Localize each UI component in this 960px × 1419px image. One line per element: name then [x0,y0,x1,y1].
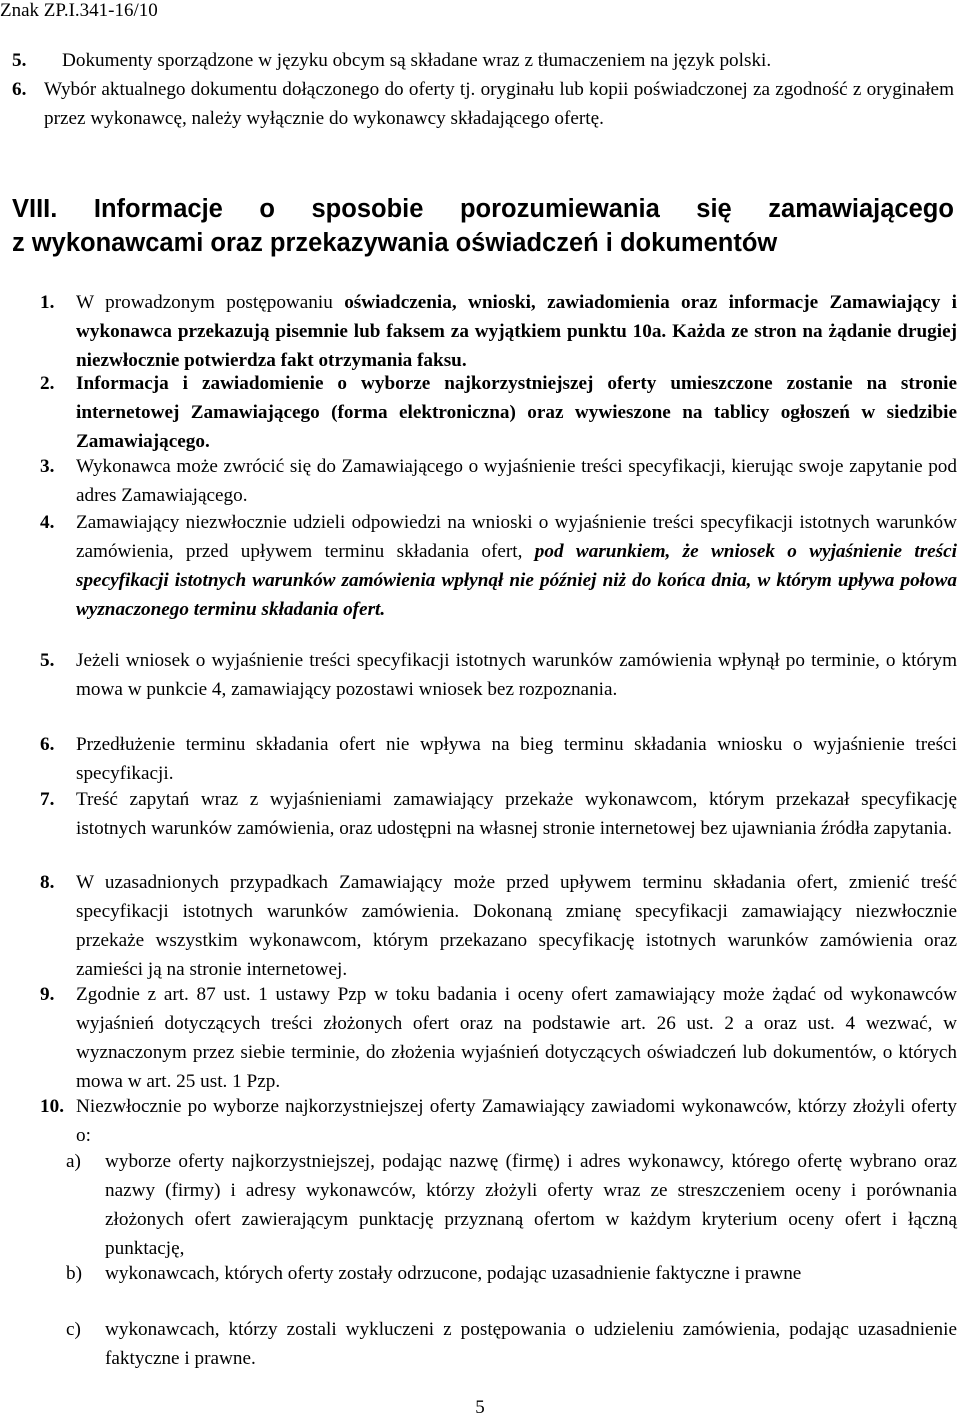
sub-item-text: wykonawcach, którzy zostali wykluczeni z postępowania o udzieleniu zamówienia, podając uzasadnienie faktyczne i prawne. [105,1319,957,1369]
list-item-number: 3. [40,456,55,477]
list-item-6 [12,75,954,133]
document-reference-mark: Znak ZP.I.341-16/10 [0,0,158,21]
list-item-number: 5. [40,650,55,671]
sub-item-text: wyborze oferty najkorzystniejszej, podając nazwę (firmę) i adres wykonawcy, którego ofertę wybrano oraz nazwy (firmy) i adresy wykonawców, którzy złożyli oferty wraz ze streszczeniem oceny i porównania złożonych ofert zawierającym punktację przyznaną ofertom w każdym kryterium oceny ofert i łączną punktację, [105,1151,957,1259]
list-item-number: 7. [40,789,55,810]
list-item-number: 1. [40,292,55,313]
list-item-5 [12,46,952,75]
list-item-7 [40,785,957,843]
list-item-10 [40,1092,957,1150]
sub-item-label: a) [66,1151,81,1172]
list-item-8 [40,868,957,984]
list-item-number: 2. [40,373,55,394]
sub-item-label: b) [66,1263,82,1284]
heading-word: się [696,195,732,223]
section-heading [12,192,954,260]
section-number: VIII. [12,195,58,223]
section-heading-line-2: z wykonawcami oraz przekazywania oświadczeń i dokumentów [12,229,778,257]
list-item-text [76,508,957,624]
list-item-number: 6. [40,734,55,755]
heading-word: o [259,195,275,223]
list-item-text: Przedłużenie terminu składania ofert nie wpływa na bieg terminu składania wniosku o wyjaśnienie treści specyfikacji. [76,734,957,784]
heading-word: zamawiającego [768,195,954,223]
heading-word: porozumiewania [459,195,660,223]
list-item-text: Wykonawca może zwrócić się do Zamawiającego o wyjaśnienie treści specyfikacji, kierując swoje zapytanie pod adres Zamawiającego. [76,456,957,506]
list-item-3 [40,452,957,510]
list-item-text: Jeżeli wniosek o wyjaśnienie treści specyfikacji istotnych warunków zamówienia wpłynął po terminie, o którym mowa w punkcie 4, zamawiający pozostawi wniosek bez rozpoznania. [76,650,957,700]
list-item-text: Niezwłocznie po wyborze najkorzystniejszej oferty Zamawiający zawiadomi wykonawców, którzy złożyli oferty o: [76,1096,957,1146]
list-item-1 [40,288,957,375]
list-item-text: Zgodnie z art. 87 ust. 1 ustawy Pzp w toku badania i oceny ofert zamawiający może żądać od wykonawców wyjaśnień dotyczących treści złożonych ofert oraz na podstawie art. 26 ust. 2 a oraz ust. 4 wezwać, w wyznaczonym przez siebie terminie, do złożenia wyjaśnień dotyczących oświadczeń lub dokumentów, o których mowa w art. 25 ust. 1 Pzp. [76,984,957,1092]
section-heading-line-1 [12,192,954,226]
sub-item-b [66,1259,957,1288]
list-item-text: W uzasadnionych przypadkach Zamawiający może przed upływem terminu składania ofert, zmienić treść specyfikacji istotnych warunków zamówienia. Dokonaną zmianę specyfikacji zamawiający niezwłocznie przekaże wszystkim wykonawcom, którym przekazano specyfikację istotnych warunków zamówienia oraz zamieści ją na stronie internetowej. [76,872,957,980]
list-item-emphasis-text: pod warunkiem, że wniosek o wyjaśnienie treści specyfikacji istotnych warunków zamówienia wpłynął nie później niż do końca dnia, w którym upływa połowa wyznaczonego terminu składania ofert. [76,541,957,620]
list-item-number: 4. [40,512,55,533]
list-item-6b [40,730,957,788]
heading-word: Informacje [93,195,223,223]
list-item-4 [40,508,957,624]
list-item-plain-text: Zamawiający niezwłocznie udzieli odpowiedzi na wnioski o wyjaśnienie treści specyfikacji istotnych warunków zamówienia, przed upływem terminu składania ofert, [76,512,957,562]
list-item-lead: W prowadzonym postępowaniu [76,292,345,313]
list-item-text: Treść zapytań wraz z wyjaśnieniami zamawiający przekaże wykonawcom, którym przekazał specyfikację istotnych warunków zamówienia, oraz udostępni na własnej stronie internetowej bez ujawniania źródła zapytania. [76,789,957,839]
list-item-number: 5. [12,50,27,71]
sub-item-a [66,1147,957,1263]
sub-item-c [66,1315,957,1373]
list-item-5b [40,646,957,704]
list-item-bold-text: oświadczenia, wnioski, zawiadomienia oraz informacje Zamawiający i wykonawca przekazują pisemnie lub faksem za wyjątkiem punktu 10a. Każda ze stron na żądanie drugiej niezwłocznie potwierdza fakt otrzymania faksu. [76,292,957,371]
page-number: 5 [475,1397,485,1418]
list-item-text: Wybór aktualnego dokumentu dołączonego do oferty tj. oryginału lub kopii poświadczonej za zgodność z oryginałem przez wykonawcę, należy wyłącznie do wykonawcy składającego ofertę. [44,79,954,129]
list-item-number: 10. [40,1096,64,1117]
list-item-text: Informacja i zawiadomienie o wyborze najkorzystniejszej oferty umieszczone zostanie na stronie internetowej Zamawiającego (forma elektroniczna) oraz wywieszone na tablicy ogłoszeń w siedzibie Zamawiającego. [76,373,957,452]
list-item-2 [40,369,957,456]
list-item-9 [40,980,957,1096]
list-item-text: Dokumenty sporządzone w języku obcym są składane wraz z tłumaczeniem na język polski. [62,50,772,71]
sub-item-label: c) [66,1319,81,1340]
list-item-number: 6. [12,79,27,100]
heading-word: sposobie [311,195,424,223]
list-item-number: 9. [40,984,55,1005]
list-item-text [76,288,957,375]
list-item-number: 8. [40,872,55,893]
sub-item-text: wykonawcach, których oferty zostały odrzucone, podając uzasadnienie faktyczne i prawne [105,1263,802,1284]
